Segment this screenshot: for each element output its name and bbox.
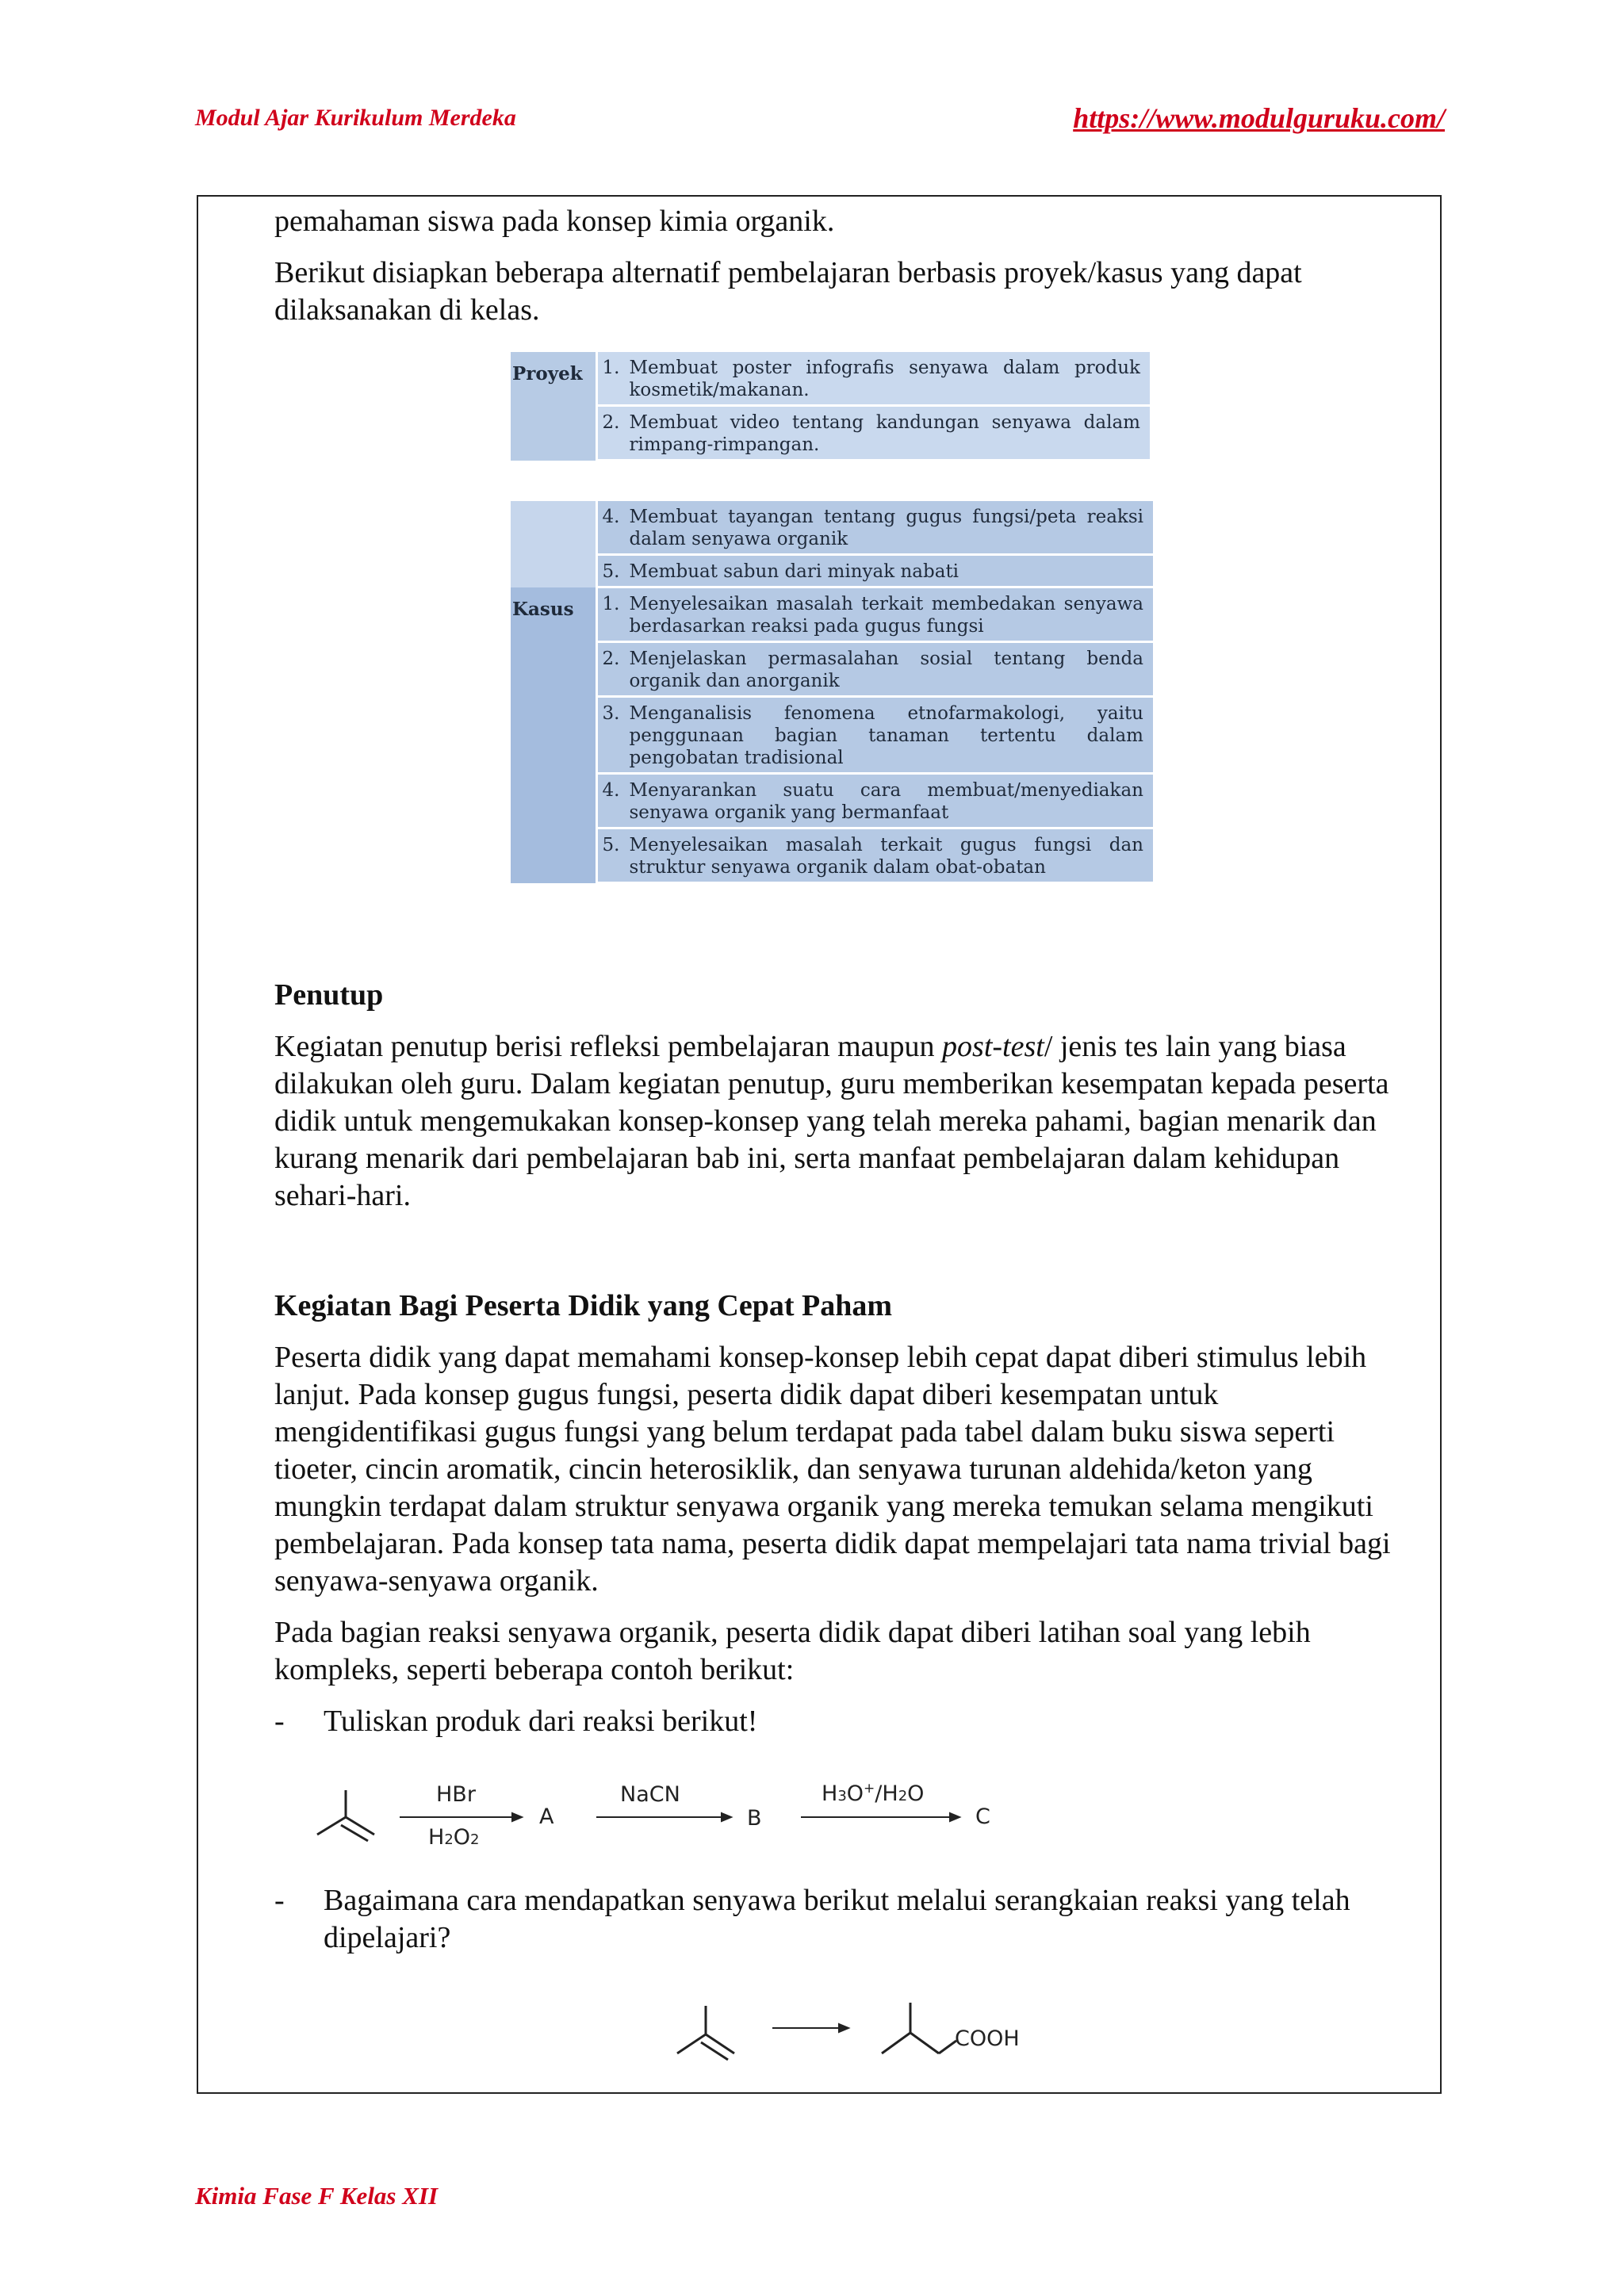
footer-subject-label: Kimia Fase F Kelas XII [195,2182,439,2210]
product-c: C [975,1804,990,1829]
item-number: 2. [602,412,620,433]
item-number: 4. [602,780,620,801]
reagent-hbr: HBr [436,1782,476,1807]
isobutylene-structure [317,1790,374,1841]
item-number: 3. [602,703,620,724]
item-text: Menyelesaikan masalah terkait membedakan senyawa berdasarkan reaksi pada gugus fungsi [629,594,1143,637]
table-row [596,697,1153,774]
isovaleric-acid-structure [882,2003,956,2053]
item-text: Membuat sabun dari minyak nabati [629,561,959,582]
item-number: 5. [602,561,620,582]
reaction-scheme-2-svg [671,1995,1115,2082]
fast-learner-paragraph-2: Pada bagian reaksi senyawa organik, peserta didik dapat diberi latihan soal yang lebih kompleks, seperti beberapa contoh berikut: [274,1616,1311,1686]
reagent-nacn: NaCN [620,1782,680,1807]
kasus-label: Kasus [511,587,596,883]
table-row [596,555,1153,587]
exercise-bullet-2 [274,1882,1408,1957]
main-content [274,203,1408,329]
item-number: 1. [602,358,620,378]
product-b: B [747,1806,762,1831]
penutup-heading: Penutup [274,978,384,1012]
intro-line: pemahaman siswa pada konsep kimia organik. [274,205,835,238]
reaction-arrow [772,2024,848,2032]
reaction-arrows [400,1813,959,1821]
table-row [596,642,1153,697]
bullet-dash: - [274,1884,285,1917]
item-text: Menjelaskan permasalahan sosial tentang benda organik dan anorganik [629,649,1143,691]
intro-paragraph: Berikut disiapkan beberapa alternatif pembelajaran berbasis proyek/kasus yang dapat dilaksanakan di kelas. [274,256,1302,327]
table-row [596,774,1153,828]
table-row [596,587,1153,642]
fast-learner-heading: Kegiatan Bagi Peserta Didik yang Cepat Paham [274,1289,892,1322]
item-text: Membuat poster infografis senyawa dalam produk kosmetik/makanan. [629,358,1140,400]
bullet-dash: - [274,1705,285,1738]
header-module-title: Modul Ajar Kurikulum Merdeka [195,105,516,131]
project-table-top [511,352,1150,461]
carboxyl-group-label: COOH [955,2026,1020,2051]
reagent-hydronium: H3O+/H2O [822,1781,925,1806]
item-text: Membuat tayangan tentang gugus fungsi/peta reaksi dalam senyawa organik [629,507,1143,549]
item-text: Menyarankan suatu cara membuat/menyediakan senyawa organik yang bermanfaat [629,780,1143,823]
item-text: Menganalisis fenomena etnofarmakologi, yaitu penggunaan bagian tanaman tertentu dalam pengobatan tradisional [629,703,1143,768]
fast-learner-paragraph-1: Peserta didik yang dapat memahami konsep-konsep lebih cepat dapat diberi stimulus lebih lanjut. Pada konsep gugus fungsi, peserta didik dapat diberi kesempatan untuk mengidentifikasi gugus fungsi yang belum terdapat pada tabel dalam buku siswa seperti tioeter, cincin aromatik, cincin heterosiklik, dan senyawa turunan aldehida/keton yang mungkin terdapat dalam struktur senyawa organik yang mereka temukan selama mengikuti pembelajaran. Pada konsep tata nama, peserta didik dapat mempelajari tata nama trivial bagi senyawa-senyawa organik. [274,1341,1391,1598]
exercise-2-section [274,1882,1408,1957]
penutup-paragraph: Kegiatan penutup berisi refleksi pembelajaran maupun post-test/ jenis tes lain yang biasa dilakukan oleh guru. Dalam kegiatan penutup, guru memberikan kesempatan kepada peserta didik untuk mengemukakan konsep-konsep yang telah mereka pahami, bagian menarik dan kurang menarik dari pembelajaran bab ini, serta manfaat pembelajaran dalam kehidupan sehari-hari. [274,1030,1389,1212]
header-website-link[interactable]: https://www.modulguruku.com/ [1073,102,1445,134]
item-number: 5. [602,835,620,855]
item-number: 1. [602,594,620,614]
reaction-scheme-2 [671,1995,1115,2082]
item-number: 2. [602,649,620,669]
item-text: Menyelesaikan masalah terkait gugus fungsi dan struktur senyawa organik dalam obat-obatan [629,835,1143,878]
product-a: A [539,1804,554,1829]
table-row [596,406,1150,461]
proyek-label: Proyek [511,352,596,461]
item-number: 4. [602,507,620,527]
content-box [197,195,1442,2094]
table-row [596,501,1153,555]
closing-section [274,977,1408,1740]
table-row [596,828,1153,883]
bullet-text: Tuliskan produk dari reaksi berikut! [324,1705,758,1738]
reagent-h2o2: H2O2 [428,1825,480,1850]
item-text: Membuat video tentang kandungan senyawa dalam rimpang-rimpangan. [629,412,1140,455]
reaction-scheme-1 [309,1779,1229,1866]
case-table [511,501,1153,884]
empty-label-cell [511,501,596,587]
isobutylene-structure [677,2006,734,2060]
bullet-text: Bagaimana cara mendapatkan senyawa berikut melalui serangkaian reaksi yang telah dipelajari? [324,1884,1350,1954]
table-row [596,352,1150,406]
exercise-bullet-1 [274,1703,1408,1740]
